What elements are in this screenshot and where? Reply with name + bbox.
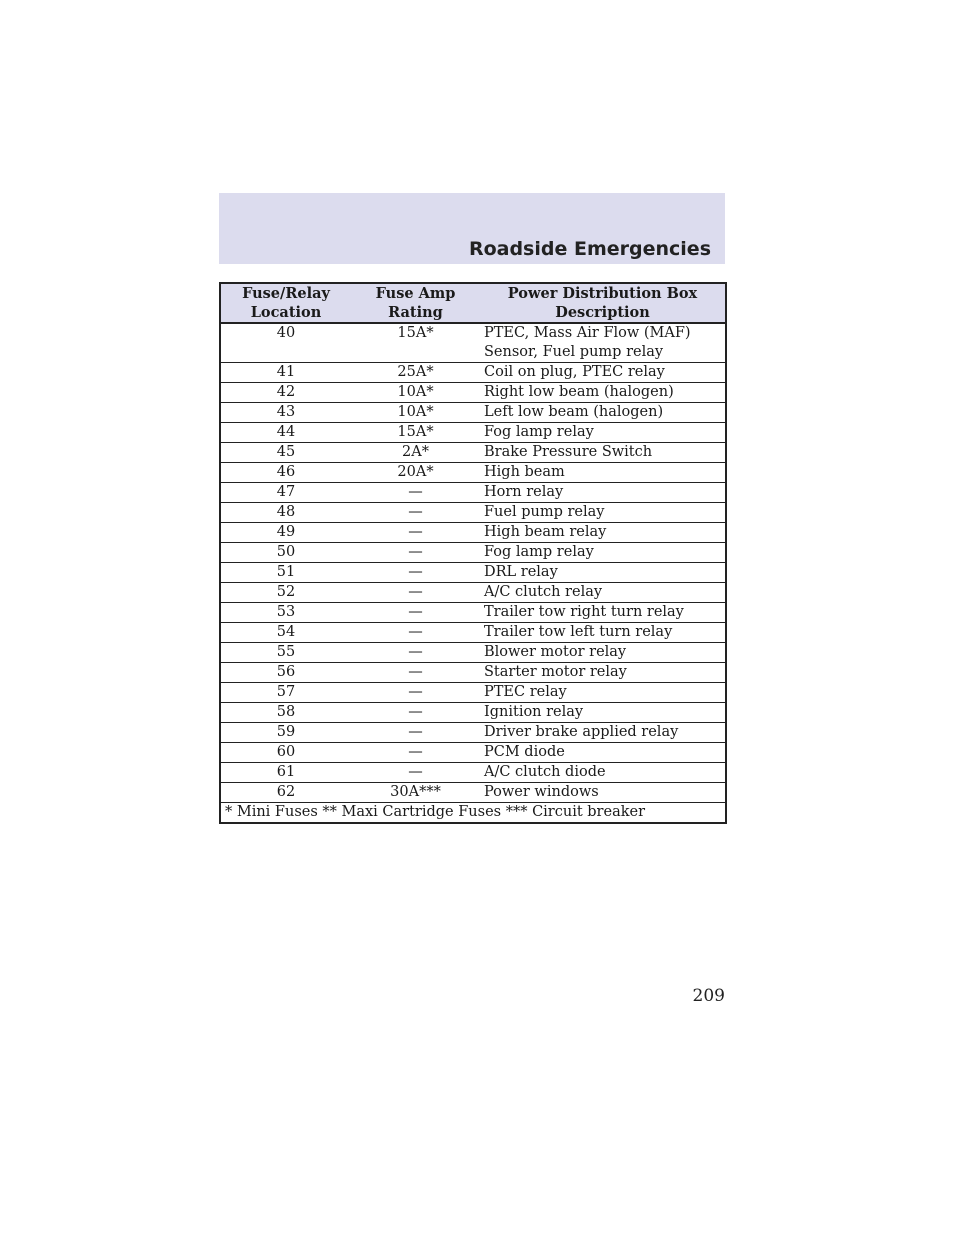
table-row bbox=[220, 603, 726, 623]
cell-location: 48 bbox=[220, 503, 351, 523]
cell-location: 47 bbox=[220, 483, 351, 503]
cell-description bbox=[480, 683, 726, 703]
table-row bbox=[220, 503, 726, 523]
description-line: Right low beam (halogen) bbox=[484, 384, 674, 400]
description-line: A/C clutch diode bbox=[484, 764, 606, 780]
description-line: PTEC relay bbox=[484, 684, 567, 700]
cell-rating: — bbox=[351, 543, 480, 563]
cell-location: 59 bbox=[220, 723, 351, 743]
table-row bbox=[220, 643, 726, 663]
cell-location: 60 bbox=[220, 743, 351, 763]
description-line: Power windows bbox=[484, 784, 599, 800]
cell-rating: — bbox=[351, 723, 480, 743]
cell-rating: — bbox=[351, 483, 480, 503]
table-row bbox=[220, 683, 726, 703]
cell-location: 50 bbox=[220, 543, 351, 563]
cell-description bbox=[480, 503, 726, 523]
description-line: Trailer tow right turn relay bbox=[484, 604, 684, 620]
table-row bbox=[220, 363, 726, 383]
description-line: PCM diode bbox=[484, 744, 565, 760]
cell-location: 61 bbox=[220, 763, 351, 783]
table-row bbox=[220, 743, 726, 763]
cell-rating: 2A* bbox=[351, 443, 480, 463]
cell-description bbox=[480, 623, 726, 643]
cell-rating: — bbox=[351, 503, 480, 523]
fuse-table bbox=[219, 282, 727, 824]
cell-description bbox=[480, 603, 726, 623]
cell-description bbox=[480, 663, 726, 683]
description-line: Brake Pressure Switch bbox=[484, 444, 653, 460]
cell-description bbox=[480, 523, 726, 543]
cell-location: 40 bbox=[220, 323, 351, 363]
cell-rating: — bbox=[351, 683, 480, 703]
cell-location: 57 bbox=[220, 683, 351, 703]
table-row bbox=[220, 483, 726, 503]
section-header-band bbox=[219, 193, 725, 264]
table-row bbox=[220, 323, 726, 363]
cell-description bbox=[480, 463, 726, 483]
cell-description bbox=[480, 643, 726, 663]
cell-description bbox=[480, 743, 726, 763]
section-title: Roadside Emergencies bbox=[468, 238, 711, 260]
cell-rating: — bbox=[351, 523, 480, 543]
description-line: DRL relay bbox=[484, 564, 558, 580]
cell-description bbox=[480, 363, 726, 383]
description-line: Sensor, Fuel pump relay bbox=[484, 344, 664, 360]
cell-rating: — bbox=[351, 583, 480, 603]
description-line: Fog lamp relay bbox=[484, 424, 594, 440]
cell-location: 44 bbox=[220, 423, 351, 443]
description-line: Trailer tow left turn relay bbox=[484, 624, 673, 640]
cell-rating: 30A*** bbox=[351, 783, 480, 803]
description-line: A/C clutch relay bbox=[484, 584, 603, 600]
cell-description bbox=[480, 323, 726, 363]
description-line: Ignition relay bbox=[484, 704, 584, 720]
page-number: 209 bbox=[692, 986, 725, 1006]
table-row bbox=[220, 663, 726, 683]
cell-rating: — bbox=[351, 563, 480, 583]
cell-location: 49 bbox=[220, 523, 351, 543]
cell-description bbox=[480, 763, 726, 783]
cell-description bbox=[480, 443, 726, 463]
cell-description bbox=[480, 543, 726, 563]
cell-description bbox=[480, 483, 726, 503]
footnote-row bbox=[220, 803, 726, 824]
table-body bbox=[220, 323, 726, 823]
cell-location: 53 bbox=[220, 603, 351, 623]
table-row bbox=[220, 463, 726, 483]
cell-rating: — bbox=[351, 703, 480, 723]
table-row bbox=[220, 403, 726, 423]
cell-description bbox=[480, 563, 726, 583]
cell-location: 62 bbox=[220, 783, 351, 803]
cell-rating: 25A* bbox=[351, 363, 480, 383]
cell-rating: 15A* bbox=[351, 423, 480, 443]
cell-rating: — bbox=[351, 603, 480, 623]
cell-location: 55 bbox=[220, 643, 351, 663]
cell-rating: 10A* bbox=[351, 403, 480, 423]
table-footnote: * Mini Fuses ** Maxi Cartridge Fuses *** Circuit breaker bbox=[220, 803, 726, 824]
column-header-rating: Fuse Amp Rating bbox=[351, 283, 480, 323]
cell-rating: — bbox=[351, 663, 480, 683]
cell-rating: 15A* bbox=[351, 323, 480, 363]
description-line: PTEC, Mass Air Flow (MAF) bbox=[484, 325, 691, 341]
column-header-description: Power Distribution Box Description bbox=[480, 283, 726, 323]
table-row bbox=[220, 703, 726, 723]
table-row bbox=[220, 383, 726, 403]
cell-description bbox=[480, 383, 726, 403]
cell-location: 56 bbox=[220, 663, 351, 683]
cell-location: 43 bbox=[220, 403, 351, 423]
cell-description bbox=[480, 423, 726, 443]
table-row bbox=[220, 583, 726, 603]
table-row bbox=[220, 783, 726, 803]
description-line: Starter motor relay bbox=[484, 664, 627, 680]
cell-description bbox=[480, 723, 726, 743]
description-line: Driver brake applied relay bbox=[484, 724, 679, 740]
cell-rating: 20A* bbox=[351, 463, 480, 483]
table-row bbox=[220, 523, 726, 543]
description-line: Left low beam (halogen) bbox=[484, 404, 664, 420]
cell-location: 42 bbox=[220, 383, 351, 403]
cell-location: 51 bbox=[220, 563, 351, 583]
table-row bbox=[220, 423, 726, 443]
table-row bbox=[220, 723, 726, 743]
description-line: Horn relay bbox=[484, 484, 564, 500]
cell-location: 46 bbox=[220, 463, 351, 483]
cell-description bbox=[480, 403, 726, 423]
cell-rating: — bbox=[351, 763, 480, 783]
cell-rating: 10A* bbox=[351, 383, 480, 403]
description-line: Blower motor relay bbox=[484, 644, 627, 660]
table-row bbox=[220, 563, 726, 583]
cell-location: 41 bbox=[220, 363, 351, 383]
table-row bbox=[220, 763, 726, 783]
cell-location: 52 bbox=[220, 583, 351, 603]
cell-rating: — bbox=[351, 643, 480, 663]
cell-description bbox=[480, 583, 726, 603]
description-line: Coil on plug, PTEC relay bbox=[484, 364, 665, 380]
cell-description bbox=[480, 783, 726, 803]
cell-location: 58 bbox=[220, 703, 351, 723]
description-line: High beam relay bbox=[484, 524, 607, 540]
cell-location: 45 bbox=[220, 443, 351, 463]
description-line: Fuel pump relay bbox=[484, 504, 605, 520]
cell-rating: — bbox=[351, 623, 480, 643]
table-header bbox=[220, 283, 726, 323]
description-line: Fog lamp relay bbox=[484, 544, 594, 560]
cell-location: 54 bbox=[220, 623, 351, 643]
table-row bbox=[220, 543, 726, 563]
cell-description bbox=[480, 703, 726, 723]
description-line: High beam bbox=[484, 464, 565, 480]
table-row bbox=[220, 443, 726, 463]
table-row bbox=[220, 623, 726, 643]
cell-rating: — bbox=[351, 743, 480, 763]
column-header-location: Fuse/Relay Location bbox=[220, 283, 351, 323]
